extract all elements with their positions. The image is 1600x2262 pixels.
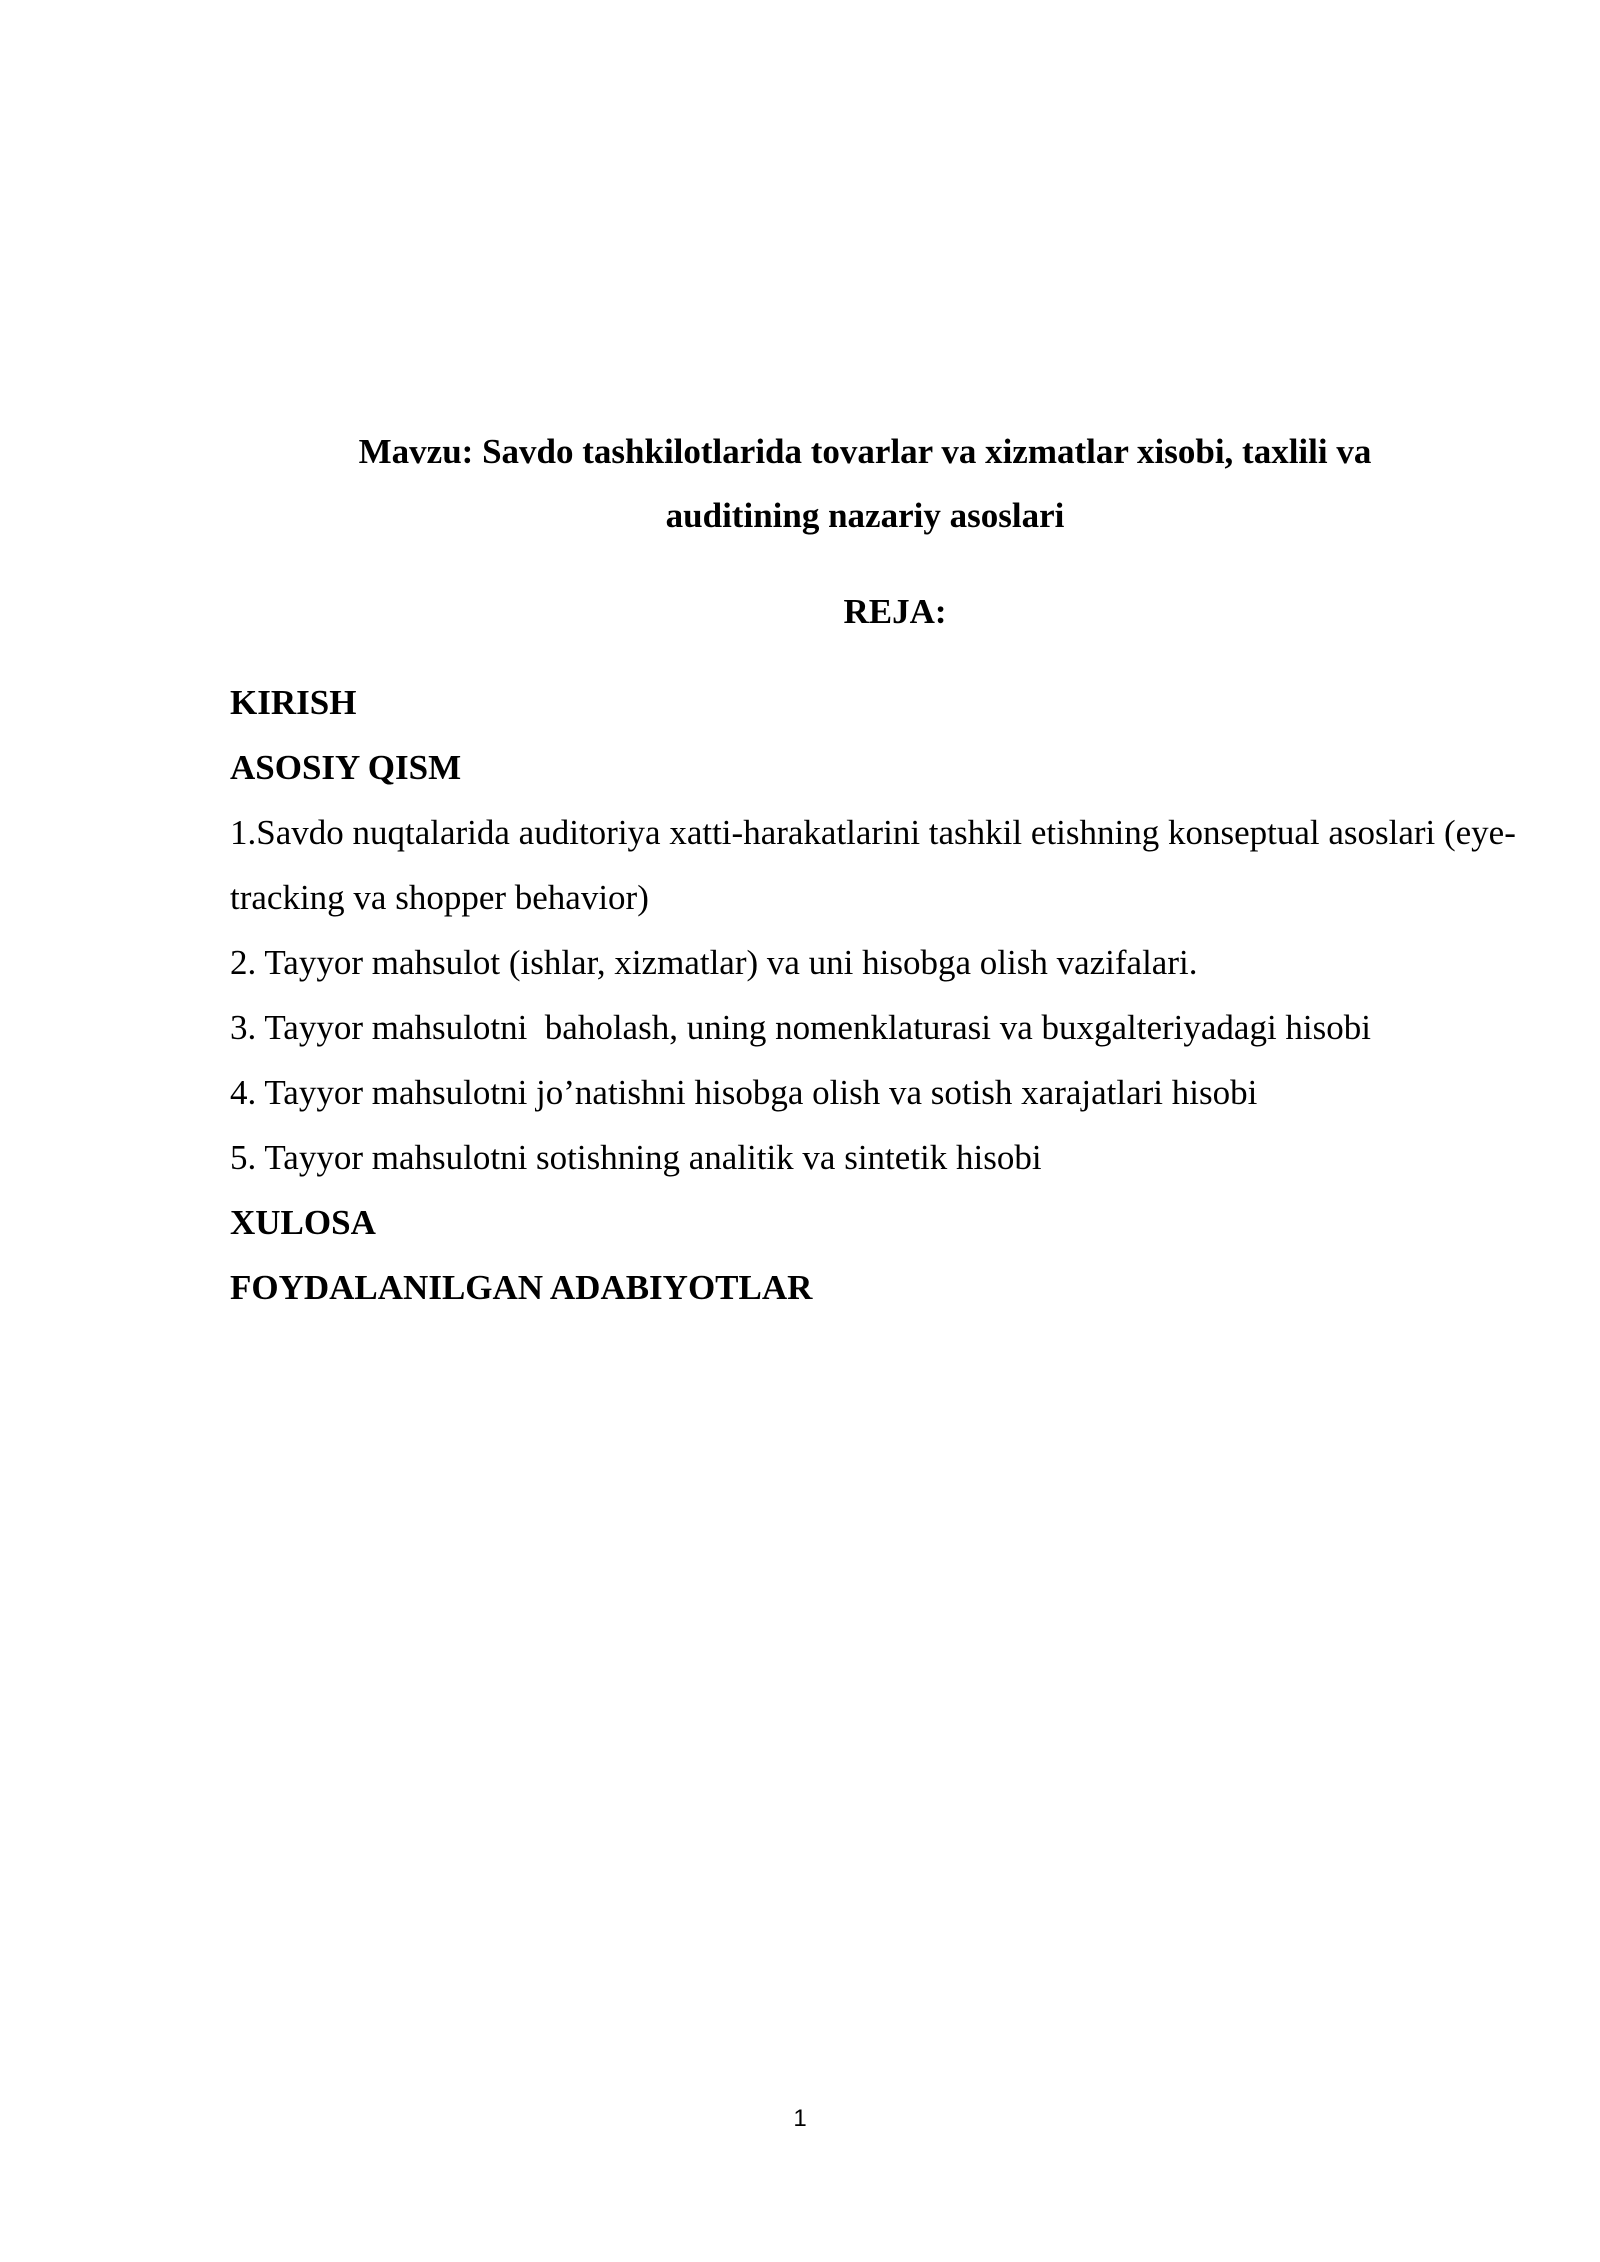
plan-item-1: 1.Savdo nuqtalarida auditoriya xatti-harakatlarini tashkil etishning konseptual asoslari (eye-tracking va shopper behavior) — [230, 813, 1516, 917]
plan-item-5: 5. Tayyor mahsulotni sotishning analitik va sintetik hisobi — [230, 1138, 1042, 1177]
plan-item-conclusion: XULOSA — [230, 1203, 376, 1242]
plan-item-references: FOYDALANILGAN ADABIYOTLAR — [230, 1268, 813, 1307]
plan-list — [230, 670, 1560, 1320]
plan-item-3: 3. Tayyor mahsulotni baholash, uning nomenklaturasi va buxgalteriyadagi hisobi — [230, 1008, 1372, 1047]
plan-item-main-part: ASOSIY QISM — [230, 748, 462, 787]
page-number: 1 — [793, 2105, 807, 2132]
plan-item-4: 4. Tayyor mahsulotni jo’natishni hisobga olish va sotish xarajatlari hisobi — [230, 1073, 1258, 1112]
plan-item-intro: KIRISH — [230, 683, 357, 722]
document-title — [230, 420, 1500, 548]
title-line-1: Mavzu: Savdo tashkilotlarida tovarlar va xizmatlar xisobi, taxlili va — [358, 432, 1372, 471]
title-line-2: auditining nazariy asoslari — [665, 496, 1065, 535]
plan-item-2: 2. Tayyor mahsulot (ishlar, xizmatlar) va uni hisobga olish vazifalari. — [230, 943, 1198, 982]
plan-heading: REJA: — [843, 592, 947, 631]
